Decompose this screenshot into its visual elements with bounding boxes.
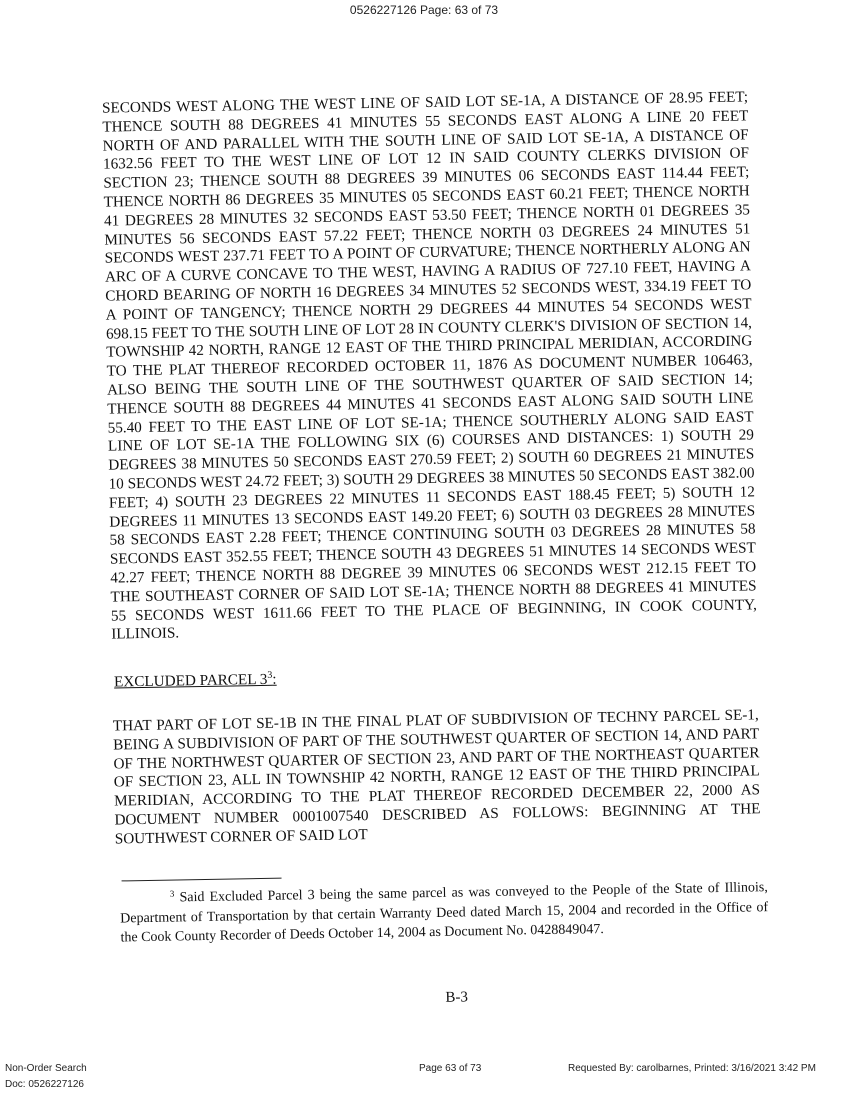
footnote-text: Said Excluded Parcel 3 being the same parcel as was conveyed to the People of the State of Illinois, Department of Transportation by that certain Warranty Deed dated March 15, 2004 and recorded in the Office of the Cook County Recorder of Deeds October 14, 2004 as Document No. 0428849047. — [120, 880, 769, 946]
footer-doc-number: Doc: 0526227126 — [5, 1079, 84, 1090]
footer-page-count: Page 63 of 73 — [419, 1063, 482, 1074]
heading-suffix: : — [272, 670, 277, 688]
footer-search-type: Non-Order Search — [5, 1063, 87, 1074]
footnote-reference: 3 — [267, 669, 273, 681]
footnote-divider — [122, 878, 282, 882]
excluded-parcel-heading — [114, 670, 277, 692]
legal-description-paragraph: SECONDS WEST ALONG THE WEST LINE OF SAID LOT SE-1A, A DISTANCE OF 28.95 FEET; THENCE SOUTH 88 DEGREES 41 MINUTES 55 SECONDS EAST ALONG A LINE 20 FEET NORTH OF AND PARALLEL WITH THE SOUTH LINE OF SAID LOT SE-1A, A DISTANCE OF 1632.56 FEET TO THE WEST LINE OF LOT 12 IN SAID COUNTY CLERKS DIVISION OF SECTION 23; THENCE SOUTH 88 DEGREES 39 MINUTES 06 SECONDS EAST 114.44 FEET; THENCE NORTH 86 DEGREES 35 MINUTES 05 SECONDS EAST 60.21 FEET; THENCE NORTH 41 DEGREES 28 MINUTES 32 SECONDS EAST 53.50 FEET; THENCE NORTH 01 DEGREES 35 MINUTES 56 SECONDS EAST 57.22 FEET; THENCE NORTH 03 DEGREES 24 MINUTES 51 SECONDS WEST 237.71 FEET TO A POINT OF CURVATURE; THENCE NORTHERLY ALONG AN ARC OF A CURVE CONCAVE TO THE WEST, HAVING A RADIUS OF 727.10 FEET, HAVING A CHORD BEARING OF NORTH 16 DEGREES 34 MINUTES 52 SECONDS WEST, 334.19 FEET TO A POINT OF TANGENCY; THENCE NORTH 29 DEGREES 44 MINUTES 54 SECONDS WEST 698.15 FEET TO THE SOUTH LINE OF LOT 28 IN COUNTY CLERK'S DIVISION OF SECTION 14, TOWNSHIP 42 NORTH, RANGE 12 EAST OF THE THIRD PRINCIPAL MERIDIAN, ACCORDING TO THE PLAT THEREOF RECORDED OCTOBER 11, 1876 AS DOCUMENT NUMBER 106463, ALSO BEING THE SOUTH LINE OF THE SOUTHWEST QUARTER OF SAID SECTION 14; THENCE SOUTH 88 DEGREES 44 MINUTES 41 SECONDS EAST ALONG SAID SOUTH LINE 55.40 FEET TO THE EAST LINE OF LOT SE-1A; THENCE SOUTHERLY ALONG SAID EAST LINE OF LOT SE-1A THE FOLLOWING SIX (6) COURSES AND DISTANCES: 1) SOUTH 29 DEGREES 38 MINUTES 50 SECONDS EAST 270.59 FEET; 2) SOUTH 60 DEGREES 21 MINUTES 10 SECONDS WEST 24.72 FEET; 3) SOUTH 29 DEGREES 38 MINUTES 50 SECONDS EAST 382.00 FEET; 4) SOUTH 23 DEGREES 22 MINUTES 11 SECONDS EAST 188.45 FEET; 5) SOUTH 12 DEGREES 11 MINUTES 13 SECONDS EAST 149.20 FEET; 6) SOUTH 03 DEGREES 28 MINUTES 58 SECONDS EAST 2.28 FEET; THENCE CONTINUING SOUTH 03 DEGREES 28 MINUTES 58 SECONDS EAST 352.55 FEET; THENCE SOUTH 43 DEGREES 51 MINUTES 14 SECONDS WEST 42.27 FEET; THENCE NORTH 88 DEGREE 39 MINUTES 06 SECONDS WEST 212.15 FEET TO THE SOUTHEAST CORNER OF SAID LOT SE-1A; THENCE NORTH 88 DEGREES 41 MINUTES 55 SECONDS WEST 1611.66 FEET TO THE PLACE OF BEGINNING, IN COOK COUNTY, ILLINOIS. — [101, 88, 757, 643]
page-number: B-3 — [445, 989, 469, 1006]
footer-requested-by: Requested By: carolbarnes, Printed: 3/16/2021 3:42 PM — [568, 1063, 816, 1074]
footnote — [120, 874, 769, 948]
heading-text: EXCLUDED PARCEL 3 — [113, 670, 268, 691]
footnote-marker: 3 — [169, 888, 175, 899]
excluded-parcel-paragraph: THAT PART OF LOT SE-1B IN THE FINAL PLAT OF SUBDIVISION OF TECHNY PARCEL SE-1, BEING A SUBDIVISION OF PART OF THE SOUTHWEST QUARTER OF SECTION 14, AND PART OF THE NORTHWEST QUARTER OF SECTION 23, AND PART OF THE NORTHEAST QUARTER OF SECTION 23, ALL IN TOWNSHIP 42 NORTH, RANGE 12 EAST OF THE THIRD PRINCIPAL MERIDIAN, ACCORDING TO THE PLAT THEREOF RECORDED DECEMBER 22, 2000 AS DOCUMENT NUMBER 0001007540 DESCRIBED AS FOLLOWS: BEGINNING AT THE SOUTHWEST CORNER OF SAID LOT — [112, 706, 761, 848]
document-page-header: 0526227126 Page: 63 of 73 — [349, 3, 499, 17]
